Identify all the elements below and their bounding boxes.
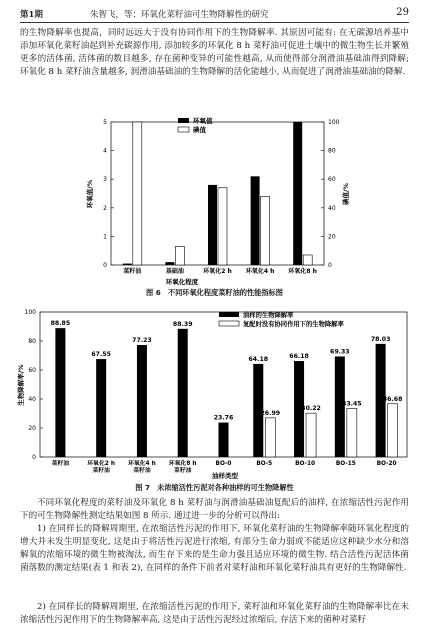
fig6-left-tick-label: 5 — [103, 119, 107, 126]
fig6-left-tick-label: 1 — [103, 233, 107, 241]
fig6-category-label: 环氧化4 h — [245, 268, 275, 275]
fig6-left-tick-label: 3 — [103, 176, 107, 184]
fig6-bar-epoxy-value — [251, 176, 260, 265]
fig7-category-label-line2: 菜籽油 — [133, 468, 151, 474]
fig7-category-label: 环氧化8 h — [168, 461, 197, 467]
figure-7 — [0, 301, 427, 483]
fig7-bar-biodegradation — [96, 359, 106, 457]
fig7-y-tick-label: 20 — [28, 425, 36, 432]
fig6-right-axis-label: 碘值/% — [342, 183, 350, 205]
fig7-bar-value-label: 66.18 — [289, 353, 309, 361]
fig6-legend-swatch-1 — [178, 127, 189, 132]
fig7-category-label-line2: 菜籽油 — [174, 468, 192, 474]
fig6-left-tick-label: 2 — [103, 204, 107, 212]
fig7-bar-value-label: 78.03 — [370, 335, 391, 343]
fig7-x-axis-label: 油样类型 — [212, 472, 238, 480]
fig7-category-label-line2: 菜籽油 — [92, 468, 110, 474]
fig7-bar-value-label: 77.23 — [132, 337, 152, 345]
fig7-category-label: 菜籽油 — [51, 461, 70, 467]
fig7-bar-no-synergy — [306, 413, 316, 457]
fig7-bar-value-label: 69.33 — [330, 348, 350, 356]
issue-number: 第1期 — [20, 10, 43, 20]
fig6-bar-iodine-value — [218, 188, 227, 265]
fig7-bar-no-synergy — [265, 418, 275, 457]
fig7-bar-value-label: 23.76 — [213, 414, 234, 422]
fig7-bar-value-label: 88.85 — [50, 320, 71, 328]
fig7-y-tick-label: 60 — [28, 367, 36, 374]
header-rule — [20, 22, 409, 23]
fig7-legend-swatch-1 — [219, 321, 239, 326]
fig7-bar-value-label: 30.22 — [301, 405, 321, 413]
fig6-right-tick-label: 20 — [328, 233, 336, 241]
body-item-2: 2) 在同样长的降解周期里, 在浓缩活性污泥的作用下, 菜籽油和环氧化菜籽油的生物降解率比在未浓缩活性污泥作用下的生物降解率高, 这是由于活性污泥经过浓缩后, 存活下来的菌种对菜籽 — [20, 602, 409, 625]
fig6-bar-epoxy-value — [165, 262, 174, 265]
fig6-bar-iodine-value — [303, 255, 312, 265]
page-number: 29 — [396, 7, 409, 18]
fig7-category-label: BO-15 — [335, 461, 356, 467]
page-header — [20, 8, 409, 22]
fig7-category-label: BO-20 — [376, 461, 397, 467]
fig6-category-label: 基础油 — [165, 268, 184, 275]
figure-6 — [0, 108, 427, 288]
fig6-right-tick-label: 40 — [328, 204, 336, 212]
running-title: 朱智飞，等：环氧化菜籽油可生物降解性的研究 — [90, 10, 269, 20]
fig6-left-tick-label: 4 — [103, 147, 107, 155]
fig6-category-label: 菜籽油 — [123, 268, 142, 275]
fig6-x-axis-label: 环氧化程度 — [165, 278, 199, 286]
figure-7-chart — [0, 301, 427, 483]
fig6-bar-iodine-value — [133, 122, 142, 265]
fig6-left-tick-label: 0 — [103, 262, 107, 269]
fig7-bar-no-synergy — [388, 404, 398, 457]
fig7-bar-biodegradation — [137, 345, 147, 457]
fig6-left-axis-label: 环氧值/% — [86, 179, 94, 209]
fig7-bar-biodegradation — [219, 423, 229, 457]
fig6-bar-epoxy-value — [293, 122, 302, 265]
fig6-bar-epoxy-value — [123, 264, 132, 265]
fig6-category-label: 环氧化2 h — [203, 268, 232, 275]
fig6-bar-iodine-value — [175, 246, 184, 265]
fig6-right-tick-label: 80 — [328, 147, 336, 155]
fig6-bar-epoxy-value — [208, 185, 217, 265]
fig7-bar-value-label: 88.39 — [172, 320, 193, 328]
figure-6-caption: 图 6 不同环氧化程度菜籽油的性能指标图 — [146, 288, 283, 297]
intro-paragraph: 的生物降解率也提高，同时远远大于没有协同作用下的生物降解率. 其原因可能有: 在无碳源培养基中添加环氧化菜籽油起到补充碳源作用, 添加较多的环氧化 8 h 菜籽油可促进土壤中的微生物生长并繁殖更多的活体菌, 活体菌的数目越多, 存在菌种变异的可能性越高, 从而使得部分润滑油基础油得到降解; 环氧化 8 h 菜籽油含量越多, 润滑油基础油的生物降解的活化能越小, 从而促进了润滑油基础油的降解. — [20, 28, 409, 77]
fig7-bar-value-label: 67.55 — [91, 351, 111, 359]
fig7-y-tick-label: 80 — [28, 338, 36, 345]
fig6-category-label: 环氧化8 h — [288, 268, 317, 275]
body-item-1: 1) 在同样长的降解周期里, 在浓缩活性污泥的作用下, 环氧化菜籽油的生物降解率随环氧化程度的增大并未发生明显变化, 这是由于将活性污泥进行浓缩, 有部分生命力弱或不能适应这种缺少水分和溶解氧的浓缩环境的微生物被淘汰, 而生存下来的是生命力强且适应环境的微生物. 结合活性污泥活体菌菌落数的测定结果(表 1 和表 2), 在同样的条件下前者对菜籽油和环氧化菜籽油具有更好的生物降解性. — [20, 524, 409, 573]
fig6-right-tick-label: 0 — [328, 262, 332, 269]
fig6-right-tick-label: 60 — [328, 176, 336, 184]
fig7-bar-value-label: 33.45 — [342, 400, 362, 408]
fig7-legend-label-0: 油样的生物降解率 — [243, 312, 294, 319]
body-paragraph-1: 不同环氧化程度的菜籽油及环氧化 8 h 菜籽油与润滑油基础油复配后的油样, 在浓缩活性污泥作用下的可生物降解性测定结果如图 8 所示. 通过进一步的分析可以得出: — [20, 498, 409, 521]
fig6-bar-iodine-value — [261, 196, 270, 265]
fig7-category-label: 环氧化4 h — [128, 461, 156, 467]
figure-6-chart — [0, 108, 427, 288]
fig7-y-tick-label: 0 — [32, 454, 36, 461]
fig7-y-tick-label: 40 — [28, 396, 36, 403]
fig6-legend-label-0: 环氧值 — [193, 117, 213, 125]
fig6-right-tick-label: 100 — [328, 119, 340, 126]
figure-7-caption: 图 7 未浓缩活性污泥对各种油样的可生物降解性 — [135, 483, 294, 492]
fig7-category-label: 环氧化2 h — [87, 461, 115, 467]
fig7-bar-value-label: 36.68 — [382, 395, 403, 403]
fig7-legend-label-1: 复配时没有协同作用下的生物降解率 — [243, 321, 344, 328]
fig7-y-tick-label: 100 — [24, 309, 36, 316]
fig7-y-axis-label: 生物降解率/% — [17, 364, 25, 406]
fig7-category-label: BO-10 — [295, 461, 316, 467]
fig7-bar-biodegradation — [178, 329, 188, 457]
fig7-bar-biodegradation — [55, 328, 65, 457]
fig6-plot-frame — [111, 122, 324, 265]
fig7-category-label: BO-5 — [256, 461, 273, 467]
fig6-legend-swatch-0 — [178, 118, 189, 123]
fig7-category-label: BO-0 — [215, 461, 232, 467]
fig7-bar-no-synergy — [347, 408, 357, 457]
fig7-legend-swatch-0 — [219, 312, 239, 317]
fig7-bar-value-label: 26.99 — [260, 409, 281, 417]
fig6-legend-label-1: 碘值 — [193, 126, 206, 134]
fig7-bar-value-label: 64.18 — [248, 355, 269, 363]
